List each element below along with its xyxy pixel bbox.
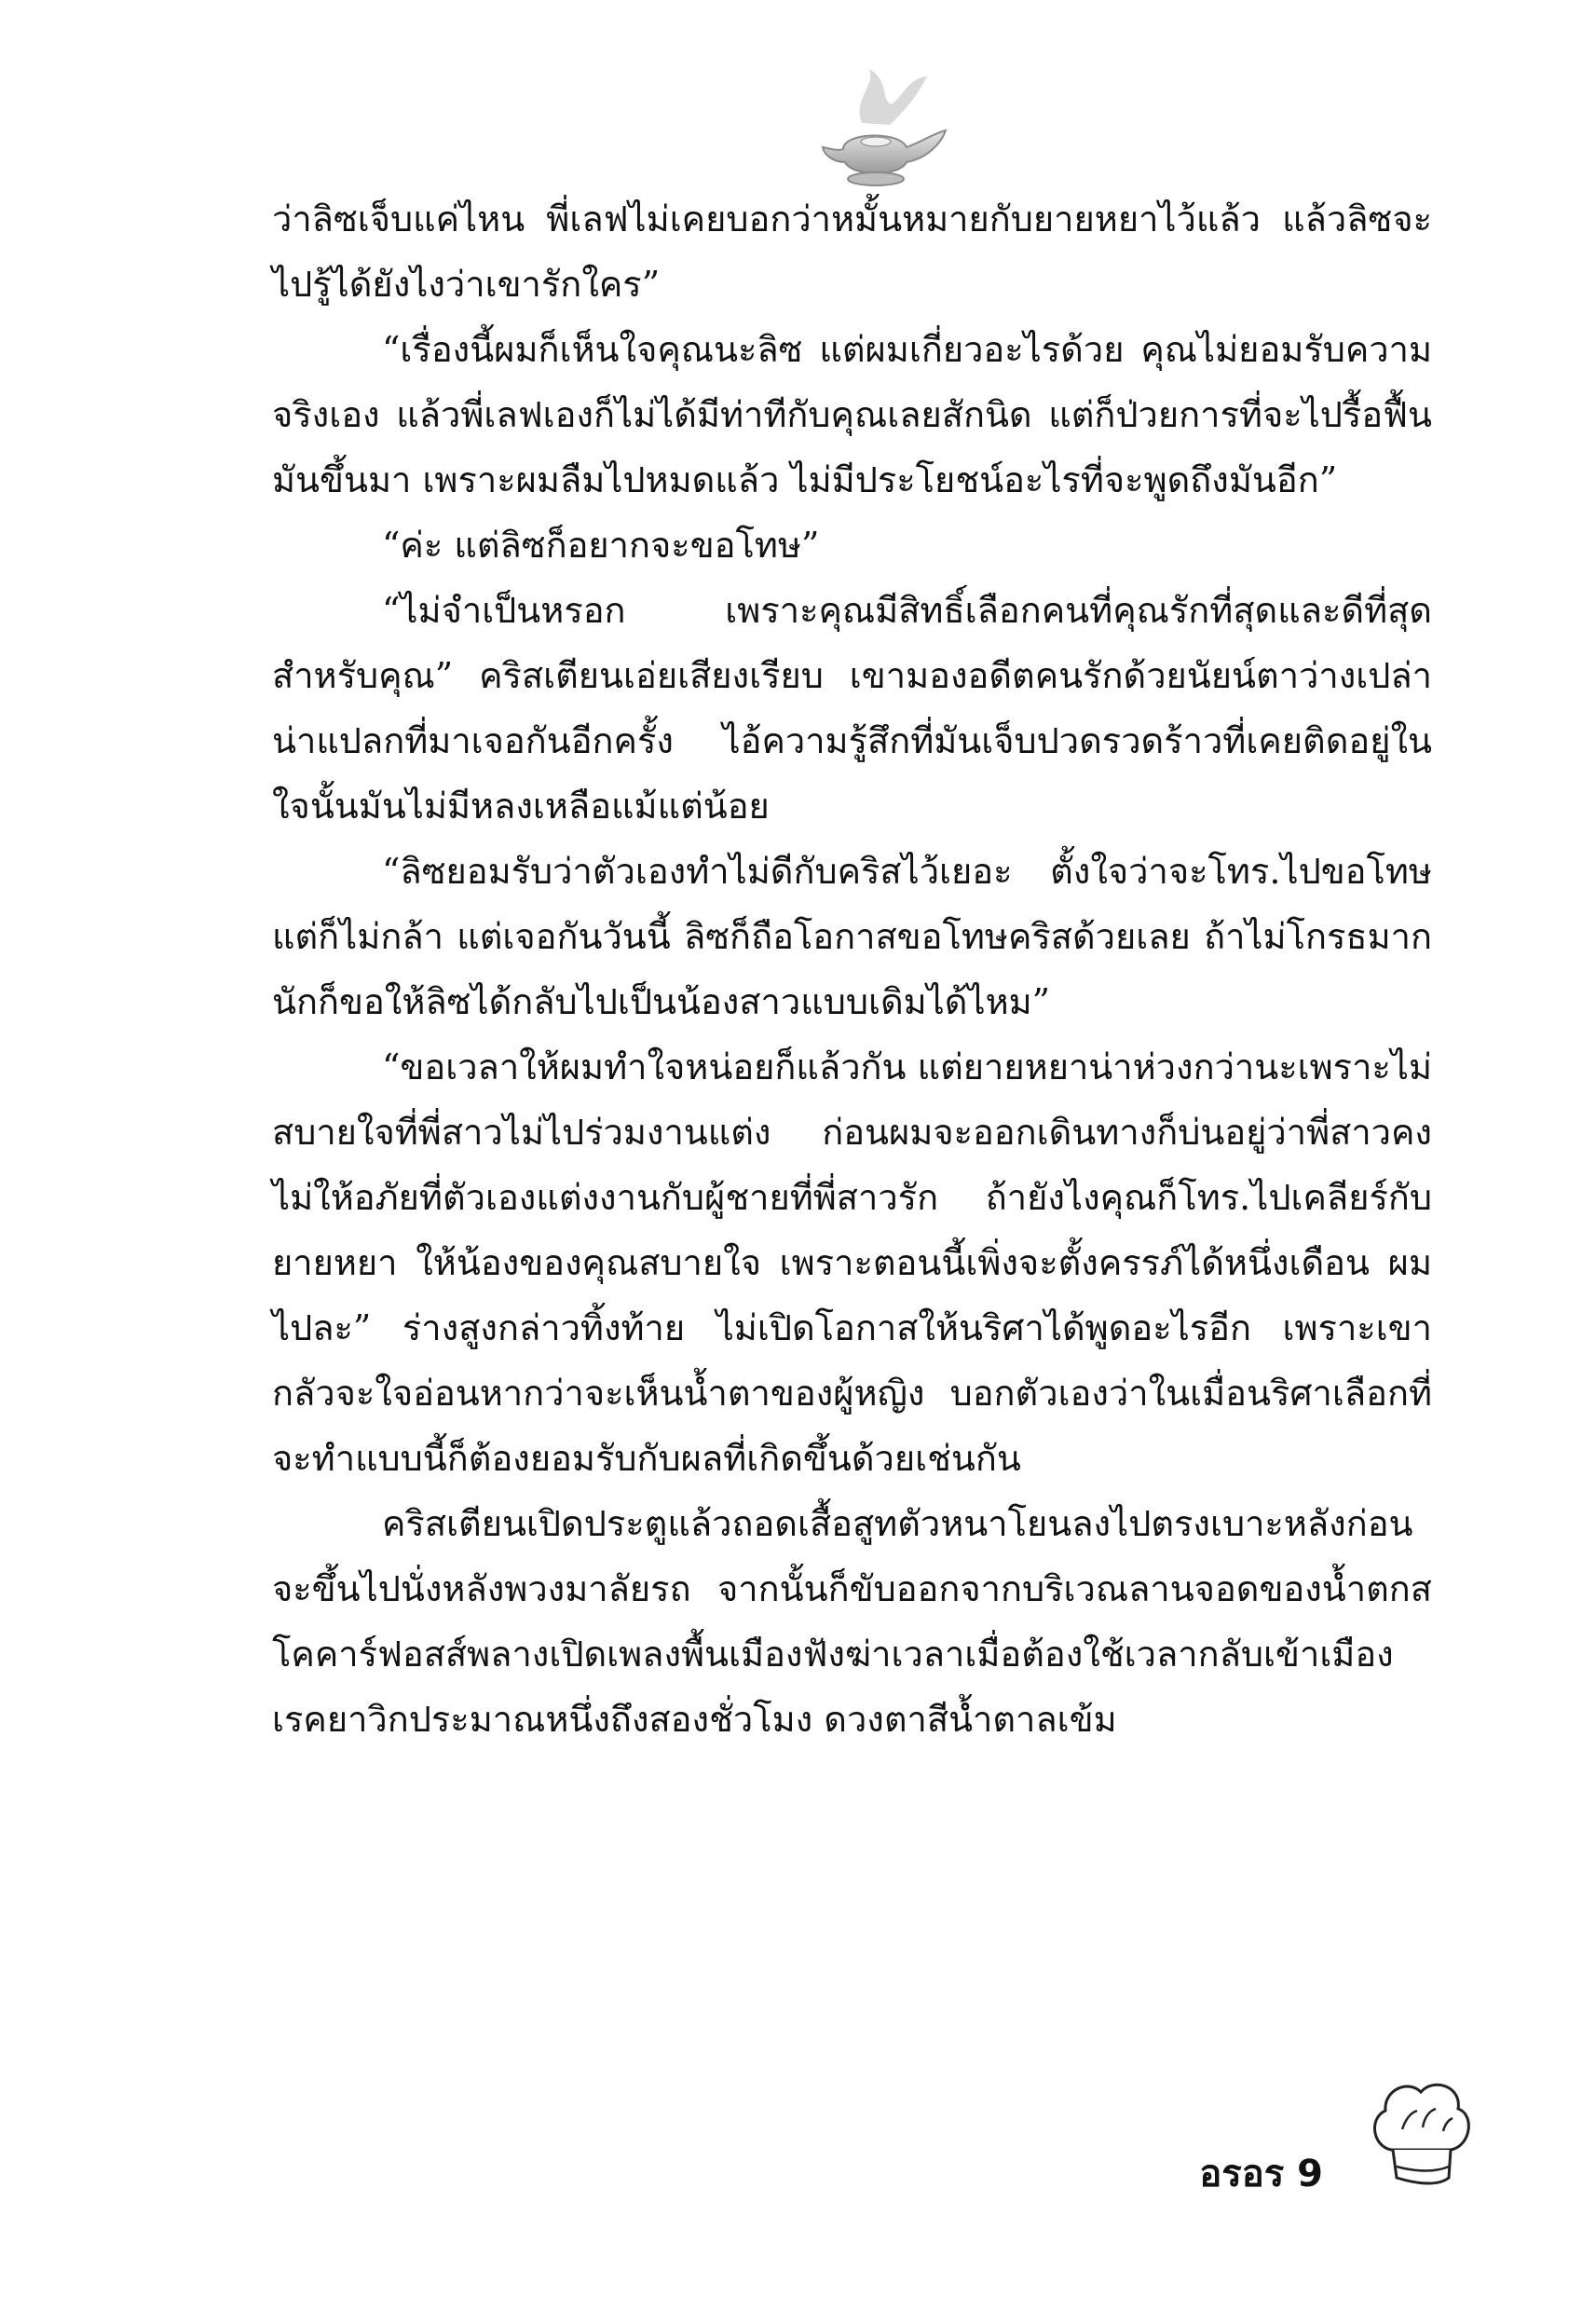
- paragraph: “ลิซยอมรับว่าตัวเองทำไม่ดีกับคริสไว้เยอะ ตั้งใจว่าจะโทร.ไปขอโทษแต่ก็ไม่กล้า แต่เจอกันวันนี้ ลิซก็ถือโอกาสขอโทษคริสด้วยเลย ถ้าไม่โกรธมากนักก็ขอให้ลิซได้กลับไปเป็นน้องสาวแบบเดิมได้ไหม”: [272, 851, 1432, 1022]
- page-footer-label: อรอร 9: [1199, 2153, 1323, 2195]
- paragraph: “ขอเวลาให้ผมทำใจหน่อยก็แล้วกัน แต่ยายหยาน่าห่วงกว่านะเพราะไม่สบายใจที่พี่สาวไม่ไปร่วมงานแต่ง ก่อนผมจะออกเดินทางก็บ่นอยู่ว่าพี่สาวคงไม่ให้อภัยที่ตัวเองแต่งงานกับผู้ชายที่พี่สาวรัก ถ้ายังไงคุณก็โทร.ไปเคลียร์กับยายหยา ให้น้องของคุณสบายใจ เพราะตอนนี้เพิ่งจะตั้งครรภ์ได้หนึ่งเดือน ผมไปละ” ร่างสูงกล่าวทิ้งท้าย ไม่เปิดโอกาสให้นริศาได้พูดอะไรอีก เพราะเขากลัวจะใจอ่อนหากว่าจะเห็นน้ำตาของผู้หญิง บอกตัวเองว่าในเมื่อนริศาเลือกที่จะทำแบบนี้ก็ต้องยอมรับกับผลที่เกิดขึ้นด้วยเช่นกัน: [272, 1046, 1432, 1479]
- paragraph: “ค่ะ แต่ลิซก็อยากจะขอโทษ”: [382, 525, 820, 566]
- paragraph: “ไม่จำเป็นหรอก เพราะคุณมีสิทธิ์เลือกคนที่คุณรักที่สุดและดีที่สุดสำหรับคุณ” คริสเตียนเอ่ยเสียงเรียบ เขามองอดีตคนรักด้วยนัยน์ตาว่างเปล่า น่าแปลกที่มาเจอกันอีกครั้ง ไอ้ความรู้สึกที่มันเจ็บปวดรวดร้าวที่เคยติดอยู่ในใจนั้นมันไม่มีหลงเหลือแม้แต่น้อย: [272, 590, 1432, 827]
- paragraph: “เรื่องนี้ผมก็เห็นใจคุณนะลิซ แต่ผมเกี่ยวอะไรด้วย คุณไม่ยอมรับความจริงเอง แล้วพี่เลฟเองก็ไม่ได้มีท่าทีกับคุณเลยสักนิด แต่ก็ป่วยการที่จะไปรื้อฟื้นมันขึ้นมา เพราะผมลืมไปหมดแล้ว ไม่มีประโยชน์อะไรที่จะพูดถึงมันอีก”: [272, 329, 1432, 500]
- magic-lamp-icon: [787, 58, 955, 207]
- paragraph: ว่าลิซเจ็บแค่ไหน พี่เลฟไม่เคยบอกว่าหมั้นหมายกับยายหยาไว้แล้ว แล้วลิซจะไปรู้ได้ยังไงว่าเขารักใคร”: [272, 198, 1432, 305]
- chef-hat-icon: [1365, 2073, 1477, 2195]
- paragraph: คริสเตียนเปิดประตูแล้วถอดเสื้อสูทตัวหนาโยนลงไปตรงเบาะหลังก่อนจะขึ้นไปนั่งหลังพวงมาลัยรถ จากนั้นก็ขับออกจากบริเวณลานจอดของน้ำตกสโคคาร์ฟอสส์พลางเปิดเพลงพื้นเมืองฟังฆ่าเวลาเมื่อต้องใช้เวลากลับเข้าเมืองเรคยาวิกประมาณหนึ่งถึงสองชั่วโมง ดวงตาสีน้ำตาลเข้ม: [272, 1503, 1432, 1740]
- body-text: [272, 186, 1432, 1752]
